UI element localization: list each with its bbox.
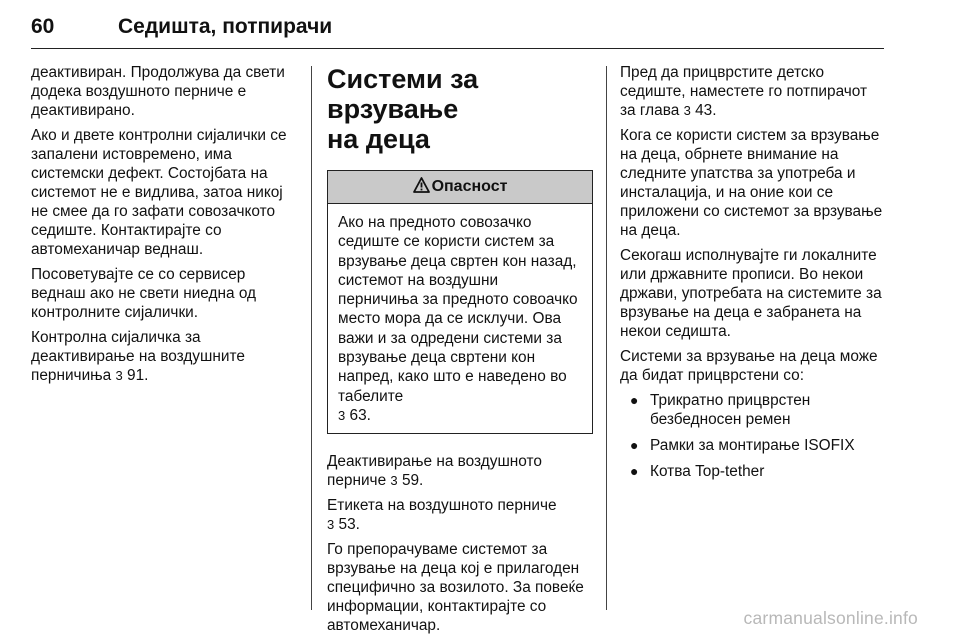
list-item [620,436,886,455]
danger-text: Ако на предното совозачко седиште се користи систем за врзување деца свртен кон назад, системот на воздушни перничиња за предното совоачко место мора да се исклучи. Ова важи и за одредени системи за врзување деца свртени кон напред, како што е наведено во табелите [338,214,578,405]
section-title [327,64,593,154]
column-divider-2 [606,66,607,610]
page-header [31,8,884,48]
watermark: carmanualsonline.info [743,608,918,628]
page-ref-icon: 3 [338,407,346,423]
column-1 [31,63,297,391]
paragraph: Посоветувајте се со сервисер веднаш ако не свети ниедна од контролните сијалички. [31,266,257,321]
page-ref-icon: 3 [683,103,691,118]
paragraph: Ако и двете контролни сијалички се запалени истовремено, има системски дефект. Состојбата на системот не е видлива, затоа никој не смее да го зафати совозачкото седиште. Контактирајте со автомеханичар веднаш. [31,127,287,258]
column-2 [327,63,593,641]
paragraph-text: Етикета на воздушното перниче [327,497,557,515]
list-item-text: Котва Top-tether [650,463,765,480]
header-rule [31,48,884,49]
paragraph: Системи за врзување на деца може да бидат прицврстени со: [620,348,878,384]
page-ref-icon: 3 [390,473,398,489]
list-item [620,391,886,429]
danger-header [328,171,592,204]
page-ref-icon: 3 [115,368,123,383]
list-item-text: Рамки за монтирање ISOFIX [650,437,855,454]
chapter-title: Седишта, потпирачи [118,15,333,38]
page-ref-link[interactable]: 63. [349,406,371,424]
paragraph [327,496,593,534]
paragraph: Кога се користи систем за врзување на деца, обрнете внимание на следните упатства за употреба и инсталација, и на оние кои се приложени со системот за врзување на деца. [620,127,883,239]
paragraph [31,328,297,385]
paragraph-text: Пред да прицврстите детско седиште, наместете го потпирачот за глава [620,64,868,119]
paragraph-text: Контролна сијаличка за деактивирање на воздушните перничиња [31,329,245,384]
page-ref-link[interactable]: 59. [401,472,424,490]
paragraph: Секогаш исполнувајте ги локалните или државните прописи. Во некои држави, употребата на системите за врзување на деца е забранета на некои седишта. [620,247,882,340]
bullet-dot-icon: ● [630,437,639,453]
danger-body [328,204,592,433]
danger-title: Опасност [431,178,508,195]
paragraph: Го препорачуваме системот за врзување на деца кој е прилагоден специфично за возилото. За повеќе информации, контактирајте со автомеханичар. [327,541,584,635]
section-title-line2: на деца [327,124,430,154]
paragraph [620,63,886,120]
column-3 [620,63,886,488]
warning-triangle-icon [413,173,430,205]
paragraph [327,452,593,490]
page-ref-link[interactable]: 53. [338,516,360,534]
page-ref-link[interactable]: 91. [127,367,149,384]
bullet-dot-icon: ● [630,392,639,408]
list-item-text: Трикратно прицврстен безбедносен ремен [650,392,811,428]
paragraph-text: Деактивирање на воздушното перниче [327,453,542,490]
list-item [620,462,886,481]
page-ref-link[interactable]: 43. [695,102,717,119]
column-divider-1 [311,66,312,610]
section-title-line1: Системи за врзување [327,64,479,124]
bullet-dot-icon: ● [630,463,639,479]
danger-box [327,170,593,434]
bullet-list [620,391,886,481]
paragraph: деактивиран. Продолжува да свети додека воздушното перниче е деактивирано. [31,64,285,119]
page-ref-icon: 3 [327,517,335,533]
page-number: 60 [31,15,55,38]
